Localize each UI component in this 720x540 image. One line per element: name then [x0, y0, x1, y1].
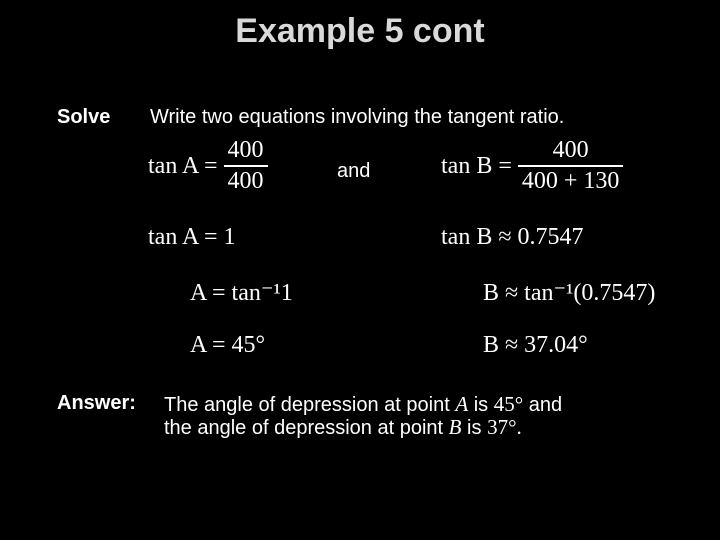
- right-equation-2: tan B ≈ 0.7547: [441, 224, 584, 250]
- right-eq1-numerator: 400: [552, 137, 589, 163]
- and-connector: and: [337, 160, 371, 182]
- answer-angle-b: 37°.: [487, 415, 522, 439]
- solve-label: Solve: [57, 106, 111, 128]
- answer-label: Answer:: [57, 392, 136, 414]
- right-equation-1: [441, 137, 623, 195]
- answer-angle-a: 45°: [493, 392, 524, 416]
- right-eq1-denominator: 400 + 130: [521, 168, 620, 194]
- right-eq1-fraction: [518, 137, 624, 195]
- answer-is-1: is: [473, 394, 489, 416]
- left-equation-4: A = 45°: [190, 332, 266, 358]
- left-eq1-lhs: tan A =: [148, 152, 218, 179]
- answer-line1-text: The angle of depression at point: [164, 394, 450, 416]
- right-equation-3: B ≈ tan⁻¹(0.7547): [483, 280, 656, 306]
- left-eq1-fraction: [224, 137, 268, 195]
- answer-line-2: [164, 415, 522, 440]
- left-eq1-denominator: 400: [227, 168, 264, 194]
- right-eq1-lhs: tan B =: [441, 152, 512, 179]
- answer-line-1: [164, 392, 562, 417]
- answer-and: and: [528, 394, 563, 416]
- answer-line2-text: the angle of depression at point: [164, 417, 444, 439]
- answer-is-2: is: [467, 417, 482, 439]
- point-b-variable: B: [448, 415, 462, 439]
- right-equation-4: B ≈ 37.04°: [483, 332, 588, 358]
- left-equation-1: [148, 137, 268, 195]
- answer-point-a: [455, 392, 468, 416]
- left-eq1-numerator: 400: [227, 137, 264, 163]
- solve-instruction: Write two equations involving the tangent ratio.: [150, 106, 565, 128]
- slide-title: Example 5 cont: [235, 12, 485, 50]
- point-a-variable: A: [455, 392, 469, 416]
- answer-point-b: [449, 415, 462, 439]
- left-equation-2: tan A = 1: [148, 224, 236, 250]
- left-equation-3: A = tan⁻¹1: [190, 280, 293, 306]
